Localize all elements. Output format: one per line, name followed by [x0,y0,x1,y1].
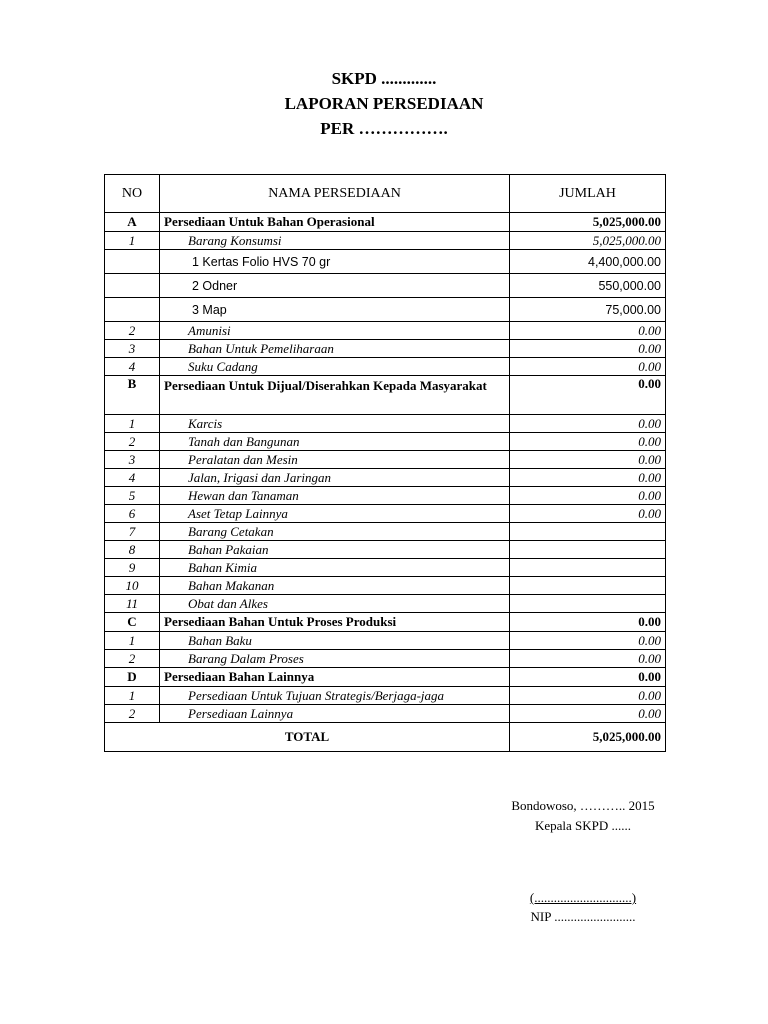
row-amount [510,541,666,559]
row-amount: 4,400,000.00 [510,250,666,274]
row-no: 2 [105,705,160,723]
row-no: B [105,376,160,415]
row-no [105,274,160,298]
row-amount: 0.00 [510,687,666,705]
total-row [105,723,666,752]
report-period: PER ……………. [320,119,448,138]
row-amount: 0.00 [510,705,666,723]
row-no: A [105,213,160,232]
row-amount: 0.00 [510,505,666,523]
row-no: 7 [105,523,160,541]
row-name: Persediaan Bahan Lainnya [160,668,510,687]
row-amount: 0.00 [510,613,666,632]
table-row [105,505,666,523]
row-amount: 5,025,000.00 [510,213,666,232]
signer-title: Kepala SKPD ...... [534,818,632,833]
table-row [105,650,666,668]
row-name: Persediaan Bahan Untuk Proses Produksi [160,613,510,632]
item-row [105,298,666,322]
category-row [105,668,666,687]
category-row [105,376,666,415]
table-row [105,322,666,340]
row-amount: 0.00 [510,632,666,650]
row-name: Tanah dan Bangunan [160,433,510,451]
row-amount: 5,025,000.00 [510,232,666,250]
row-name: Amunisi [160,322,510,340]
row-amount: 550,000.00 [510,274,666,298]
row-no [105,250,160,274]
table-header-row [105,175,666,213]
row-amount: 0.00 [510,433,666,451]
table-row [105,523,666,541]
table-row [105,469,666,487]
table-row [105,687,666,705]
signer-nip: NIP ......................... [530,909,636,924]
row-no: 4 [105,358,160,376]
row-name: Bahan Untuk Pemeliharaan [160,340,510,358]
item-row [105,250,666,274]
row-name: Aset Tetap Lainnya [160,505,510,523]
row-no: 1 [105,232,160,250]
row-no: 6 [105,505,160,523]
row-no [105,298,160,322]
row-no: 9 [105,559,160,577]
row-name: 2 Odner [160,274,510,298]
report-header [0,66,768,141]
table-row [105,705,666,723]
row-amount: 75,000.00 [510,298,666,322]
row-name: Barang Konsumsi [160,232,510,250]
row-amount: 0.00 [510,415,666,433]
row-no: 1 [105,687,160,705]
row-name: Barang Dalam Proses [160,650,510,668]
table-row [105,433,666,451]
row-no: 1 [105,632,160,650]
row-name: Persediaan Untuk Tujuan Strategis/Berjaga-jaga [160,687,510,705]
table-row [105,232,666,250]
row-name: 3 Map [160,298,510,322]
row-name: Persediaan Lainnya [160,705,510,723]
row-amount: 0.00 [510,650,666,668]
row-name: Barang Cetakan [160,523,510,541]
table-row [105,451,666,469]
row-name: Suku Cadang [160,358,510,376]
row-amount: 0.00 [510,451,666,469]
row-amount [510,595,666,613]
table-row [105,577,666,595]
row-amount: 0.00 [510,469,666,487]
row-name: Obat dan Alkes [160,595,510,613]
row-no: 10 [105,577,160,595]
row-no: 2 [105,322,160,340]
row-amount: 0.00 [510,376,666,415]
table-row [105,487,666,505]
row-no: 4 [105,469,160,487]
row-name: Jalan, Irigasi dan Jaringan [160,469,510,487]
row-name: Bahan Baku [160,632,510,650]
place-date: Bondowoso, ……….. 2015 [511,798,655,813]
row-amount: 0.00 [510,322,666,340]
row-amount [510,577,666,595]
row-amount: 0.00 [510,340,666,358]
row-name: Persediaan Untuk Dijual/Diserahkan Kepada Masyarakat [160,376,510,415]
row-no: C [105,613,160,632]
row-amount: 0.00 [510,487,666,505]
row-name: Bahan Kimia [160,559,510,577]
table-row [105,559,666,577]
row-amount [510,559,666,577]
row-name: Peralatan dan Mesin [160,451,510,469]
row-no: 11 [105,595,160,613]
category-row [105,213,666,232]
table-row [105,541,666,559]
report-title: LAPORAN PERSEDIAAN [284,94,484,113]
row-no: 1 [105,415,160,433]
row-name: Bahan Makanan [160,577,510,595]
row-name: Karcis [160,415,510,433]
row-no: 8 [105,541,160,559]
table-row [105,632,666,650]
signer-name-line: (..............................) [529,890,637,905]
row-amount: 0.00 [510,358,666,376]
row-amount [510,523,666,541]
item-row [105,274,666,298]
row-no: 3 [105,340,160,358]
table-row [105,340,666,358]
category-row [105,613,666,632]
table-row [105,415,666,433]
inventory-table [104,174,666,752]
row-name: Bahan Pakaian [160,541,510,559]
col-header-no: NO [105,175,160,213]
row-no: 5 [105,487,160,505]
skpd-title: SKPD ............. [331,69,437,88]
table-row [105,595,666,613]
total-amount: 5,025,000.00 [510,723,666,752]
col-header-amount: JUMLAH [510,175,666,213]
total-label: TOTAL [105,723,510,752]
row-no: 2 [105,433,160,451]
row-no: 2 [105,650,160,668]
table-row [105,358,666,376]
table-body [105,213,666,723]
row-amount: 0.00 [510,668,666,687]
row-no: 3 [105,451,160,469]
row-name: Hewan dan Tanaman [160,487,510,505]
col-header-name: NAMA PERSEDIAAN [160,175,510,213]
row-name: 1 Kertas Folio HVS 70 gr [160,250,510,274]
row-no: D [105,668,160,687]
row-name: Persediaan Untuk Bahan Operasional [160,213,510,232]
